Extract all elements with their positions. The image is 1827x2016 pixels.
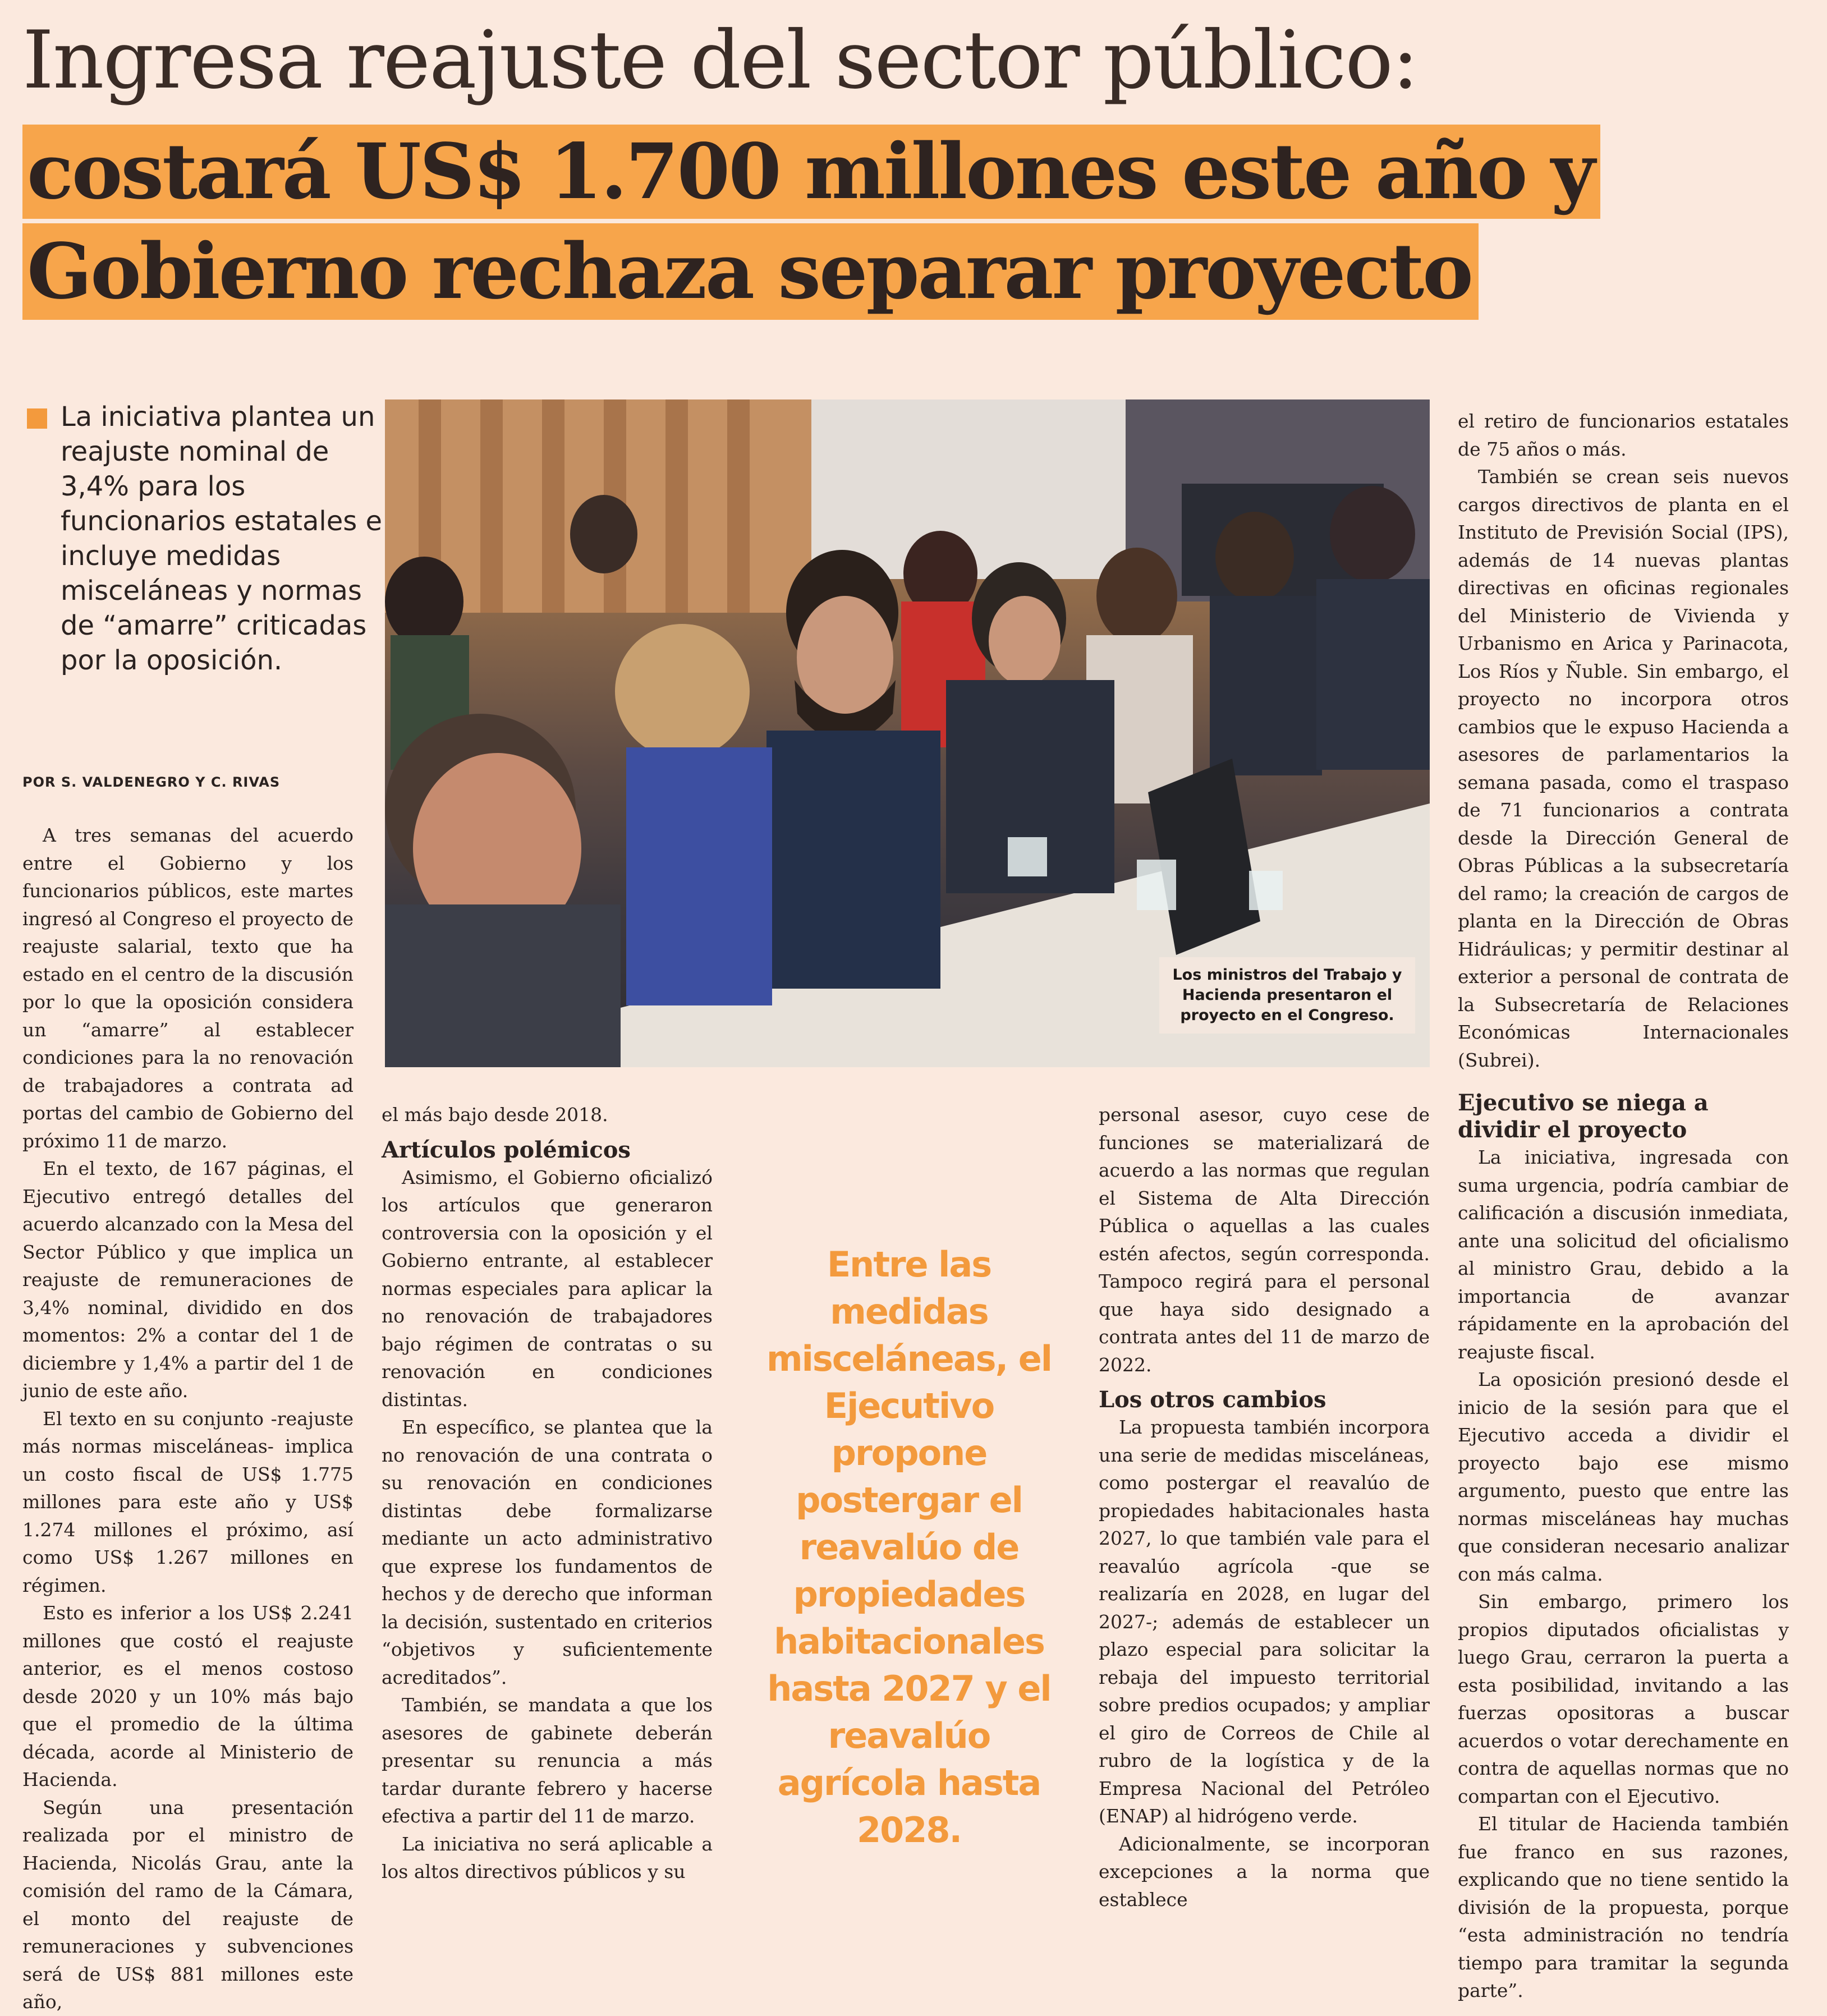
photo-caption: Los ministros del Trabajo y Hacienda presentaron el proyecto en el Congreso. — [1159, 957, 1415, 1034]
paragraph: A tres semanas del acuerdo entre el Gobierno y los funcionarios públicos, este martes ingresó al Congreso el proyecto de reajuste salarial, texto que ha estado en el centro de la discusión por lo que la oposición considera un “amarre” al establecer condiciones para la no renovación de trabajadores a contrata ad portas del cambio de Gobierno del próximo 11 de marzo. — [22, 824, 354, 1152]
paragraph: Asimismo, el Gobierno oficializó los artículos que generaron controversia con la oposición y el Gobierno entrante, al establecer normas especiales para aplicar la no renovación de trabajadores bajo régimen de contratas o su renovación en condiciones distintas. — [382, 1166, 713, 1411]
paragraph: La propuesta también incorpora una serie de medidas misceláneas, como postergar el reavalúo de propiedades habitacionales hasta 2027, lo que también vale para el reavalúo agrícola -que se realizaría en 2028, en lugar del 2027-; además de establecer un plazo especial para solicitar la rebaja del impuesto territorial sobre predios ocupados; y ampliar el giro de Correos de Chile al rubro de la logística y de la Empresa Nacional del Petróleo (ENAP) al hidrógeno verde. — [1099, 1416, 1430, 1827]
pull-quote: Entre las medidas misceláneas, el Ejecutivo propone postergar el reavalúo de propiedades habitacionales hasta 2027 y el reavalúo agrícola hasta 2028. — [766, 1244, 1052, 1850]
lead-bullet-square — [27, 408, 47, 429]
paragraph: El titular de Hacienda también fue franco en sus razones, explicando que no tiene sentido la división de la propuesta, porque “esta administración no tendría tiempo para tramitar la segunda parte”. — [1458, 1813, 1789, 2001]
column-4 — [1458, 407, 1789, 2005]
byline: POR S. VALDENEGRO Y C. RIVAS — [22, 774, 281, 790]
subheading-articulos-polemicos: Artículos polémicos — [382, 1136, 631, 1163]
paragraph: La iniciativa no será aplicable a los altos directivos públicos y su — [382, 1833, 713, 1882]
paragraph: También se crean seis nuevos cargos directivos de planta en el Instituto de Previsión Social (IPS), además de 14 nuevas plantas directivas en oficinas regionales del Ministerio de Vivienda y Urbanismo en Arica y Parinacota, Los Ríos y Ñuble. Sin embargo, el proyecto no incorpora otros cambios que le expuso Hacienda a asesores de parlamentarios la semana pasada, como el traspaso de 71 funcionarios a contrata desde la Dirección General de Obras Públicas a la subsecretaría del ramo; la creación de cargos de planta en la Dirección de Obras Hidráulicas; y permitir destinar al exterior a personal de contrata de la Subsecretaría de Relaciones Económicas Internacionales (Subrei). — [1458, 466, 1789, 1071]
paragraph: el retiro de funcionarios estatales de 75 años o más. — [1458, 410, 1789, 460]
paragraph: También, se mandata a que los asesores de gabinete deberán presentar su renuncia a más tardar durante febrero y hacerse efectiva a partir del 11 de marzo. — [382, 1694, 713, 1827]
headline-line3: Gobierno rechaza separar proyecto — [22, 223, 1479, 320]
article-photo — [385, 399, 1430, 1067]
paragraph: personal asesor, cuyo cese de funciones se materializará de acuerdo a las normas que regulan el Sistema de Alta Dirección Pública o aquellas a las cuales estén afectos, según corresponda. Tampoco regirá para el personal que haya sido designado a contrata antes del 11 de marzo de 2022. — [1099, 1104, 1430, 1376]
column-2 — [382, 1101, 713, 1886]
paragraph: La oposición presionó desde el inicio de la sesión para que el Ejecutivo acceda a dividir el proyecto bajo ese mismo argumento, puesto que entre las normas misceláneas hay muchas que consideran necesario analizar con más calma. — [1458, 1369, 1789, 1585]
paragraph: El texto en su conjunto -reajuste más normas misceláneas- implica un costo fiscal de US$ 1.775 millones para este año y US$ 1.274 millones el próximo, así como US$ 1.267 millones en régimen. — [22, 1407, 354, 1596]
headline-line1: Ingresa reajuste del sector público: — [22, 14, 1418, 107]
paragraph: En el texto, de 167 páginas, el Ejecutivo entregó detalles del acuerdo alcanzado con la Mesa del Sector Público y que implica un reajuste de remuneraciones de 3,4% nominal, dividido en dos momentos: 2% a contar del 1 de diciembre y 1,4% a partir del 1 de junio de este año. — [22, 1158, 354, 1402]
paragraph: Esto es inferior a los US$ 2.241 millones que costó el reajuste anterior, es el menos costoso desde 2020 y un 10% más bajo que el promedio de la última década, acorde al Ministerio de Hacienda. — [22, 1602, 354, 1790]
lead-text: La iniciativa plantea un reajuste nominal de 3,4% para los funcionarios estatales e incluye medidas misceláneas y normas de “amarre” criticadas por la oposición. — [61, 401, 383, 676]
paragraph: Adicionalmente, se incorporan excepciones a la norma que establece — [1099, 1833, 1430, 1911]
paragraph: Sin embargo, primero los propios diputados oficialistas y luego Grau, cerraron la puerta a esta posibilidad, invitando a las fuerzas opositoras a buscar acuerdos o votar derechamente en contra de aquellas normas que no compartan con el Ejecutivo. — [1458, 1591, 1789, 1807]
headline-line2: costará US$ 1.700 millones este año y — [22, 125, 1600, 219]
subheading-otros-cambios: Los otros cambios — [1099, 1386, 1326, 1413]
paragraph: Según una presentación realizada por el ministro de Hacienda, Nicolás Grau, ante la comisión del ramo de la Cámara, el monto del reajuste de remuneraciones y subvenciones será de US$ 881 millones este año, — [22, 1796, 354, 2013]
paragraph: La iniciativa, ingresada con suma urgencia, podría cambiar de calificación a discusión inmediata, ante una solicitud del oficialismo al ministro Grau, debido a la importancia de avanzar rápidamente en la aprobación del reajuste fiscal. — [1458, 1146, 1789, 1363]
column-3 — [1099, 1101, 1430, 1913]
paragraph: En específico, se plantea que la no renovación de una contrata o su renovación en condiciones distintas debe formalizarse mediante un acto administrativo que exprese los fundamentos de hechos y de derecho que informan la decisión, sustentado en criterios “objetivos y suficientemente acreditados”. — [382, 1416, 713, 1688]
subheading-ejecutivo-se-niega: Ejecutivo se niega a dividir el proyecto — [1458, 1090, 1709, 1143]
column-1 — [22, 821, 354, 2016]
paragraph: el más bajo desde 2018. — [382, 1104, 608, 1126]
